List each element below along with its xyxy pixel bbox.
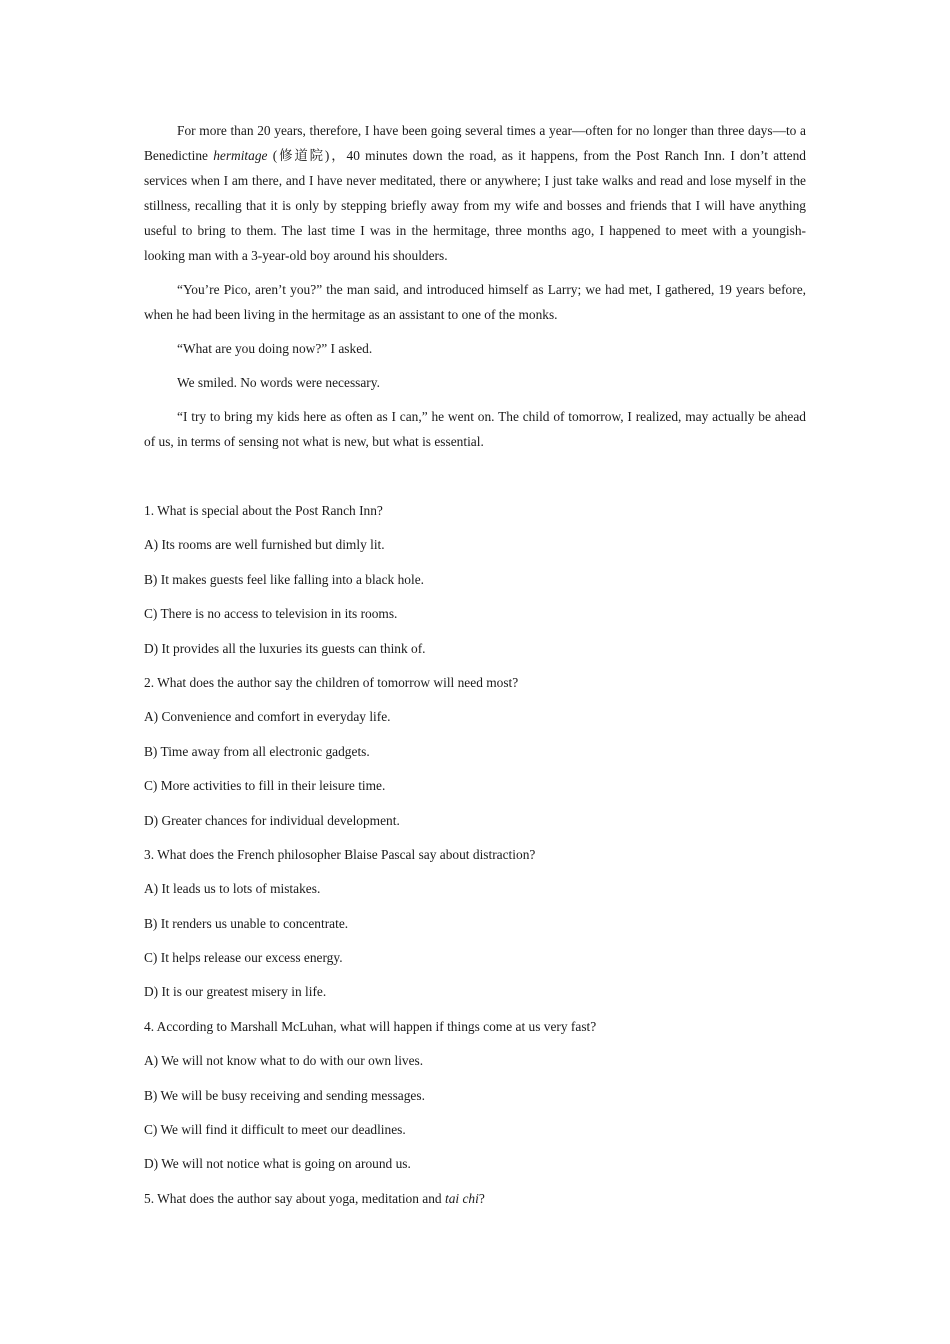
italic-term-hermitage: hermitage bbox=[213, 148, 268, 163]
section-spacer bbox=[144, 454, 806, 498]
question-option: D) It provides all the luxuries its guests can think of. bbox=[144, 640, 426, 656]
question-option: C) It helps release our excess energy. bbox=[144, 950, 343, 966]
question-option: C) There is no access to television in its rooms. bbox=[144, 606, 398, 622]
chinese-gloss: (修道院)， bbox=[267, 148, 347, 163]
question-1 bbox=[144, 498, 806, 661]
question-5-stem bbox=[144, 1186, 806, 1211]
question-option: C) We will find it difficult to meet our deadlines. bbox=[144, 1122, 406, 1138]
question-3 bbox=[144, 842, 806, 1005]
passage-paragraph-2: “You’re Pico, aren’t you?” the man said, and introduced himself as Larry; we had met, I gathered, 19 years before, when he had been living in the hermitage as an assistant to one of the monks. bbox=[144, 282, 806, 322]
question-option: C) More activities to fill in their leisure time. bbox=[144, 778, 386, 794]
question-option: B) We will be busy receiving and sending messages. bbox=[144, 1087, 425, 1103]
italic-term-tai-chi: tai chi bbox=[444, 1190, 479, 1206]
question-option: D) Greater chances for individual development. bbox=[144, 812, 400, 828]
question-stem: 2. What does the author say the children of tomorrow will need most? bbox=[144, 674, 519, 690]
question-stem-text: 5. What does the author say about yoga, meditation and bbox=[144, 1190, 445, 1206]
passage-paragraph-3: “What are you doing now?” I asked. bbox=[177, 341, 373, 356]
paragraph-text: For more than 20 years, therefore, I have been going several times a year—often for no longer than three days—to a Benedictine bbox=[144, 123, 806, 163]
question-option: B) Time away from all electronic gadgets. bbox=[144, 743, 370, 759]
question-stem: 1. What is special about the Post Ranch Inn? bbox=[144, 503, 383, 518]
question-2 bbox=[144, 670, 806, 833]
question-option: A) It leads us to lots of mistakes. bbox=[144, 881, 321, 897]
passage-paragraph-1 bbox=[144, 118, 806, 268]
question-stem: 3. What does the French philosopher Blaise Pascal say about distraction? bbox=[144, 846, 536, 862]
paragraph-text: 40 minutes down the road, as it happens, from the Post Ranch Inn. I don’t attend services when I am there, and I have never meditated, there or anywhere; I just take walks and read and lose myself in the stillness, recalling that it is only by stepping briefly away from my wife and bosses and friends that I will have anything useful to bring to them. The last time I was in the hermitage, three months ago, I happened to meet with a youngish-looking man with a 3-year-old boy around his shoulders. bbox=[144, 148, 806, 263]
question-option: D) It is our greatest misery in life. bbox=[144, 984, 327, 1000]
question-option: B) It makes guests feel like falling into a black hole. bbox=[144, 571, 425, 587]
question-option: A) Convenience and comfort in everyday life. bbox=[144, 709, 391, 725]
question-option: B) It renders us unable to concentrate. bbox=[144, 915, 349, 931]
passage-paragraph-5: “I try to bring my kids here as often as I can,” he went on. The child of tomorrow, I realized, may actually be ahead of us, in terms of sensing not what is new, but what is essential. bbox=[144, 409, 806, 449]
question-mark: ? bbox=[478, 1190, 485, 1206]
document-page bbox=[144, 118, 806, 1220]
passage-paragraph-4: We smiled. No words were necessary. bbox=[177, 375, 380, 390]
question-option: D) We will not notice what is going on around us. bbox=[144, 1156, 411, 1172]
question-4 bbox=[144, 1014, 806, 1177]
question-option: A) Its rooms are well furnished but dimly lit. bbox=[144, 537, 385, 553]
question-option: A) We will not know what to do with our own lives. bbox=[144, 1053, 424, 1069]
question-stem: 4. According to Marshall McLuhan, what will happen if things come at us very fast? bbox=[144, 1018, 597, 1034]
